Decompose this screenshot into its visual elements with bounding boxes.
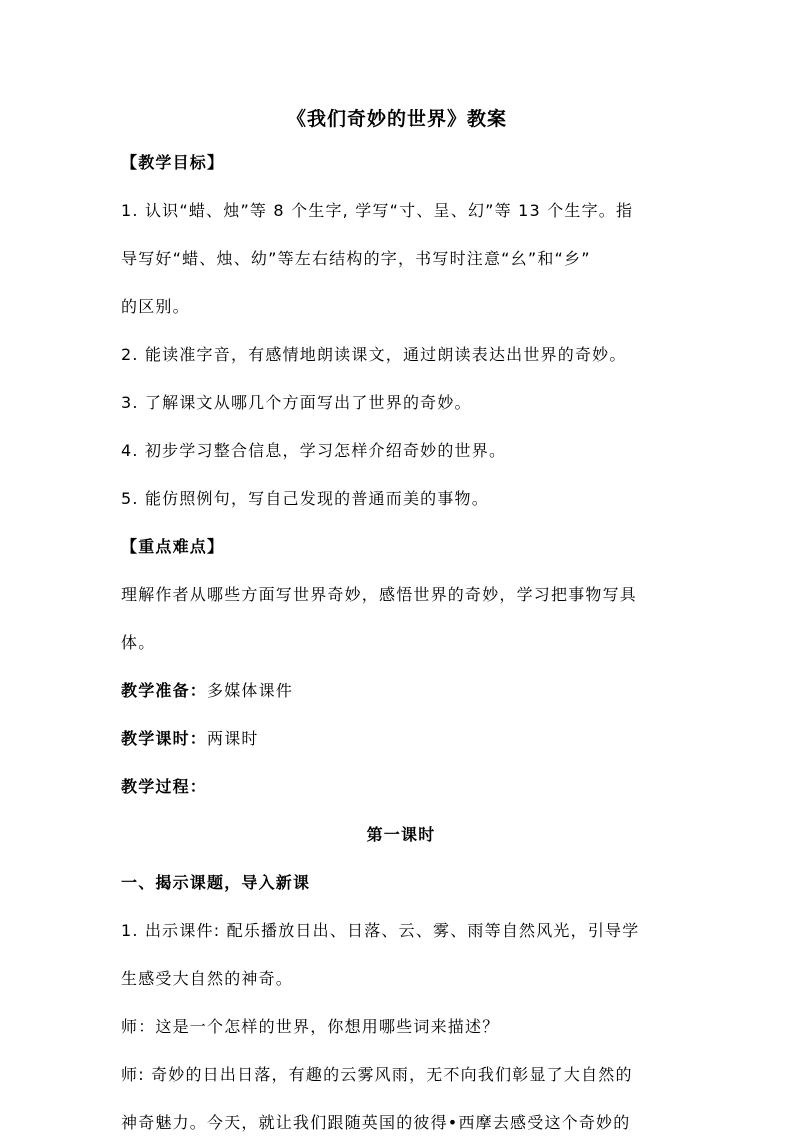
teaching-prep-label: 教学准备： <box>121 681 208 700</box>
teacher-line-2b: 神奇魅力。今天，就让我们跟随英国的彼得•西摩去感受这个奇妙的 <box>121 1113 631 1132</box>
goal-1-line-1: 1. 认识“蜡、烛”等 8 个生字, 学写“寸、呈、幻”等 13 个生字。指 <box>121 201 634 220</box>
teacher-line-1: 师：这是一个怎样的世界，你想用哪些词来描述？ <box>121 1017 500 1036</box>
goal-1-line-2: 导写好“蜡、烛、幼”等左右结构的字，书写时注意“幺”和“乡” <box>121 249 591 268</box>
goal-4: 4. 初步学习整合信息，学习怎样介绍奇妙的世界。 <box>121 441 507 460</box>
key-points-line-1: 理解作者从哪些方面写世界奇妙，感悟世界的奇妙，学习把事物写具 <box>121 585 638 604</box>
document-body <box>121 146 681 1140</box>
item-1-line-1: 1. 出示课件: 配乐播放日出、日落、云、雾、雨等自然风光，引导学 <box>121 921 640 940</box>
section-heading-key-points: 【重点难点】 <box>121 537 225 556</box>
lesson-one-heading: 第一课时 <box>366 825 436 844</box>
teaching-prep-value: 多媒体课件 <box>207 681 294 700</box>
goal-1-line-3: 的区别。 <box>121 297 190 316</box>
key-points-line-2: 体。 <box>121 633 156 652</box>
item-1-line-2: 生感受大自然的神奇。 <box>121 969 294 988</box>
document-title: 《我们奇妙的世界》教案 <box>286 108 507 130</box>
goal-2: 2. 能读准字音，有感情地朗读课文，通过朗读表达出世界的奇妙。 <box>121 345 627 364</box>
section-heading-goals: 【教学目标】 <box>121 153 225 172</box>
part-one-heading: 一、揭示课题，导入新课 <box>121 873 311 892</box>
teaching-hours-value: 两课时 <box>207 729 259 748</box>
goal-5: 5. 能仿照例句，写自己发现的普通而美的事物。 <box>121 489 489 508</box>
teaching-hours <box>121 722 681 756</box>
teaching-process-label: 教学过程： <box>121 777 208 796</box>
teaching-prep <box>121 674 681 708</box>
teacher-line-2a: 师: 奇妙的日出日落，有趣的云雾风雨，无不向我们彰显了大自然的 <box>121 1065 633 1084</box>
teaching-hours-label: 教学课时： <box>121 729 208 748</box>
goal-3: 3. 了解课文从哪几个方面写出了世界的奇妙。 <box>121 393 472 412</box>
